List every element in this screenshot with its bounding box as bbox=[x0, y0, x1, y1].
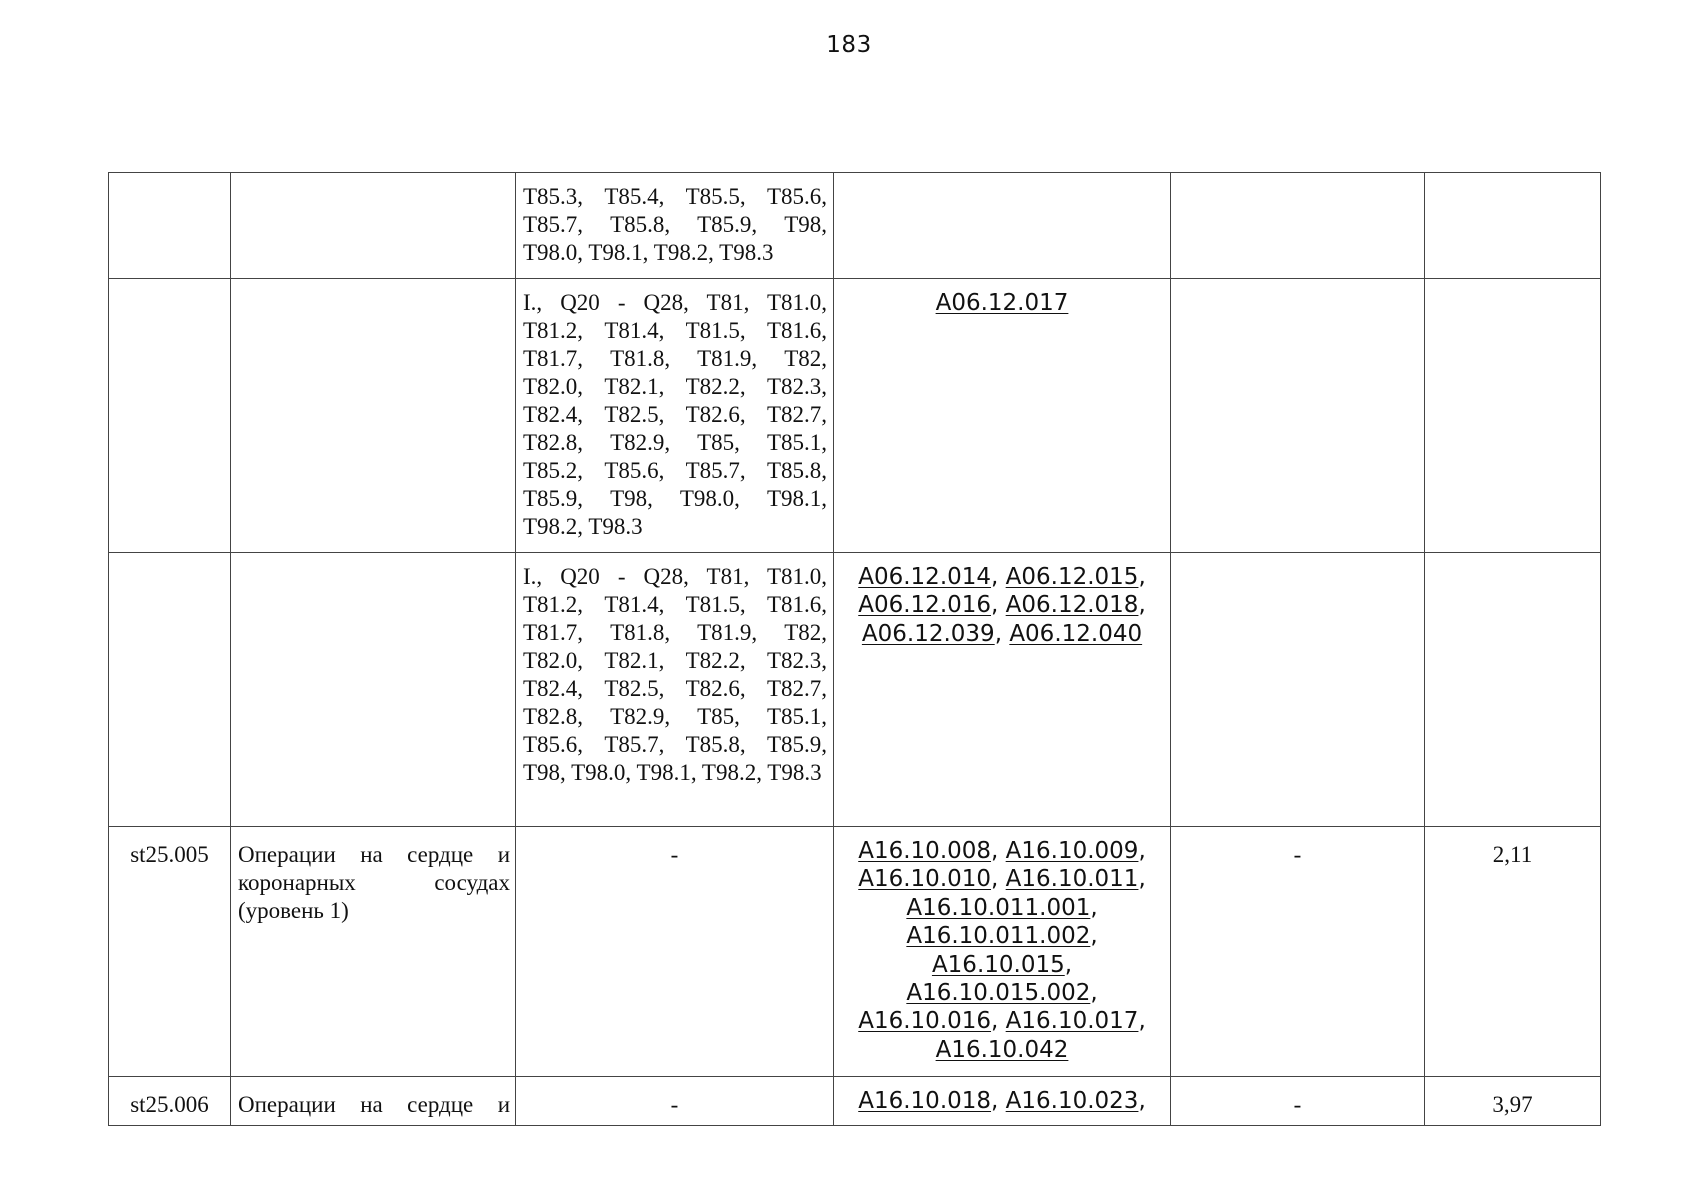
operation-code-link[interactable]: A16.10.011.001 bbox=[906, 894, 1091, 921]
separator-comma: , bbox=[1138, 838, 1146, 864]
ksg-name-cell bbox=[231, 279, 516, 553]
ksg-code-cell bbox=[109, 279, 231, 553]
operation-code-link[interactable]: A06.12.014 bbox=[858, 564, 992, 590]
other-criteria-cell bbox=[1171, 279, 1425, 553]
coefficient-cell: 3,97 bbox=[1425, 1077, 1601, 1126]
operation-codes-line bbox=[838, 620, 1166, 648]
coefficient-cell bbox=[1425, 553, 1601, 827]
diagnosis-codes-cell: - bbox=[516, 827, 834, 1077]
table-row bbox=[109, 1077, 1601, 1126]
operation-code-link[interactable]: A16.10.023 bbox=[1005, 1088, 1139, 1114]
ksg-code-cell bbox=[109, 173, 231, 279]
operation-codes-line bbox=[838, 1007, 1166, 1035]
separator-comma: , bbox=[991, 1008, 1006, 1035]
ksg-name-cell: Операции на сердце и коронарных сосудах (уровень 1) bbox=[231, 827, 516, 1077]
operation-codes-line bbox=[838, 951, 1166, 979]
operation-codes-cell bbox=[834, 173, 1171, 279]
operation-codes-line bbox=[838, 563, 1166, 591]
separator-comma: , bbox=[1090, 980, 1098, 1007]
operation-code-link[interactable]: A16.10.009 bbox=[1005, 838, 1139, 864]
operation-code-link[interactable]: A16.10.008 bbox=[858, 838, 992, 864]
operation-code-link[interactable]: A16.10.011 bbox=[1005, 866, 1139, 893]
operation-code-link[interactable]: A16.10.016 bbox=[858, 1008, 992, 1035]
separator-comma: , bbox=[1064, 951, 1073, 978]
operation-codes-line bbox=[838, 591, 1166, 619]
operation-code-link[interactable]: A16.10.015 bbox=[931, 951, 1065, 978]
ksg-code-cell: st25.005 bbox=[109, 827, 231, 1077]
tariff-table bbox=[108, 172, 1601, 1126]
other-criteria-cell bbox=[1171, 173, 1425, 279]
separator-comma: , bbox=[991, 838, 1006, 864]
separator-comma: , bbox=[1138, 592, 1146, 619]
operation-code-link[interactable]: A06.12.015 bbox=[1005, 564, 1139, 590]
operation-code-link[interactable]: A06.12.018 bbox=[1005, 592, 1139, 619]
operation-code-link[interactable]: A06.12.040 bbox=[1009, 620, 1143, 647]
operation-code-link[interactable]: A06.12.017 bbox=[935, 290, 1069, 316]
diagnosis-codes-cell: T85.3, T85.4, T85.5, T85.6, T85.7, T85.8, T85.9, T98, T98.0, T98.1, T98.2, T98.3 bbox=[516, 173, 834, 279]
operation-code-link[interactable]: A16.10.011.002 bbox=[906, 923, 1091, 950]
operation-codes-line bbox=[838, 979, 1166, 1007]
ksg-code-cell: st25.006 bbox=[109, 1077, 231, 1126]
operation-codes-cell bbox=[834, 827, 1171, 1077]
coefficient-cell: 2,11 bbox=[1425, 827, 1601, 1077]
operation-code-link[interactable]: A06.12.016 bbox=[858, 592, 992, 619]
operation-code-link[interactable]: A16.10.017 bbox=[1005, 1008, 1139, 1035]
other-criteria-cell: - bbox=[1171, 827, 1425, 1077]
operation-codes-line bbox=[838, 865, 1166, 893]
operation-codes-line bbox=[838, 894, 1166, 922]
operation-codes-cell bbox=[834, 553, 1171, 827]
other-criteria-cell bbox=[1171, 553, 1425, 827]
separator-comma: , bbox=[1090, 923, 1098, 950]
operation-codes-line bbox=[838, 1087, 1166, 1115]
table-row bbox=[109, 553, 1601, 827]
table-row bbox=[109, 827, 1601, 1077]
operation-code-link[interactable]: A16.10.010 bbox=[858, 866, 992, 893]
operation-code-link[interactable]: A16.10.015.002 bbox=[906, 980, 1091, 1007]
operation-codes-line bbox=[838, 289, 1166, 317]
diagnosis-codes-cell: - bbox=[516, 1077, 834, 1126]
ksg-name-cell bbox=[231, 173, 516, 279]
diagnosis-codes-cell: I., Q20 - Q28, T81, T81.0, T81.2, T81.4, T81.5, T81.6, T81.7, T81.8, T81.9, T82, T82.0, T82.1, T82.2, T82.3, T82.4, T82.5, T82.6, T82.7, T82.8, T82.9, T85, T85.1, T85.6, T85.7, T85.8, T85.9, T98, T98.0, T98.1, T98.2, T98.3 bbox=[516, 553, 834, 827]
separator-comma: , bbox=[1138, 866, 1146, 893]
operation-codes-line bbox=[838, 837, 1166, 865]
ksg-code-cell bbox=[109, 553, 231, 827]
table-row bbox=[109, 173, 1601, 279]
operation-code-link[interactable]: A16.10.018 bbox=[858, 1088, 992, 1114]
separator-comma: , bbox=[994, 620, 1010, 647]
separator-comma: , bbox=[1138, 1088, 1146, 1114]
coefficient-cell bbox=[1425, 279, 1601, 553]
operation-codes-line bbox=[838, 1036, 1166, 1064]
page-number: 183 bbox=[826, 32, 872, 58]
operation-codes-line bbox=[838, 922, 1166, 950]
separator-comma: , bbox=[991, 866, 1006, 893]
separator-comma: , bbox=[991, 592, 1006, 619]
table-row bbox=[109, 279, 1601, 553]
operation-code-link[interactable]: A06.12.039 bbox=[861, 620, 995, 647]
operation-code-link[interactable]: A16.10.042 bbox=[935, 1036, 1069, 1063]
other-criteria-cell: - bbox=[1171, 1077, 1425, 1126]
separator-comma: , bbox=[1138, 1008, 1146, 1035]
ksg-name-cell: Операции на сердце и bbox=[231, 1077, 516, 1126]
separator-comma: , bbox=[991, 564, 1006, 590]
operation-codes-cell bbox=[834, 1077, 1171, 1126]
separator-comma: , bbox=[1090, 894, 1098, 921]
operation-codes-cell bbox=[834, 279, 1171, 553]
coefficient-cell bbox=[1425, 173, 1601, 279]
diagnosis-codes-cell: I., Q20 - Q28, T81, T81.0, T81.2, T81.4, T81.5, T81.6, T81.7, T81.8, T81.9, T82, T82.0, T82.1, T82.2, T82.3, T82.4, T82.5, T82.6, T82.7, T82.8, T82.9, T85, T85.1, T85.2, T85.6, T85.7, T85.8, T85.9, T98, T98.0, T98.1, T98.2, T98.3 bbox=[516, 279, 834, 553]
ksg-name-cell bbox=[231, 553, 516, 827]
separator-comma: , bbox=[991, 1088, 1006, 1114]
separator-comma: , bbox=[1138, 564, 1146, 590]
